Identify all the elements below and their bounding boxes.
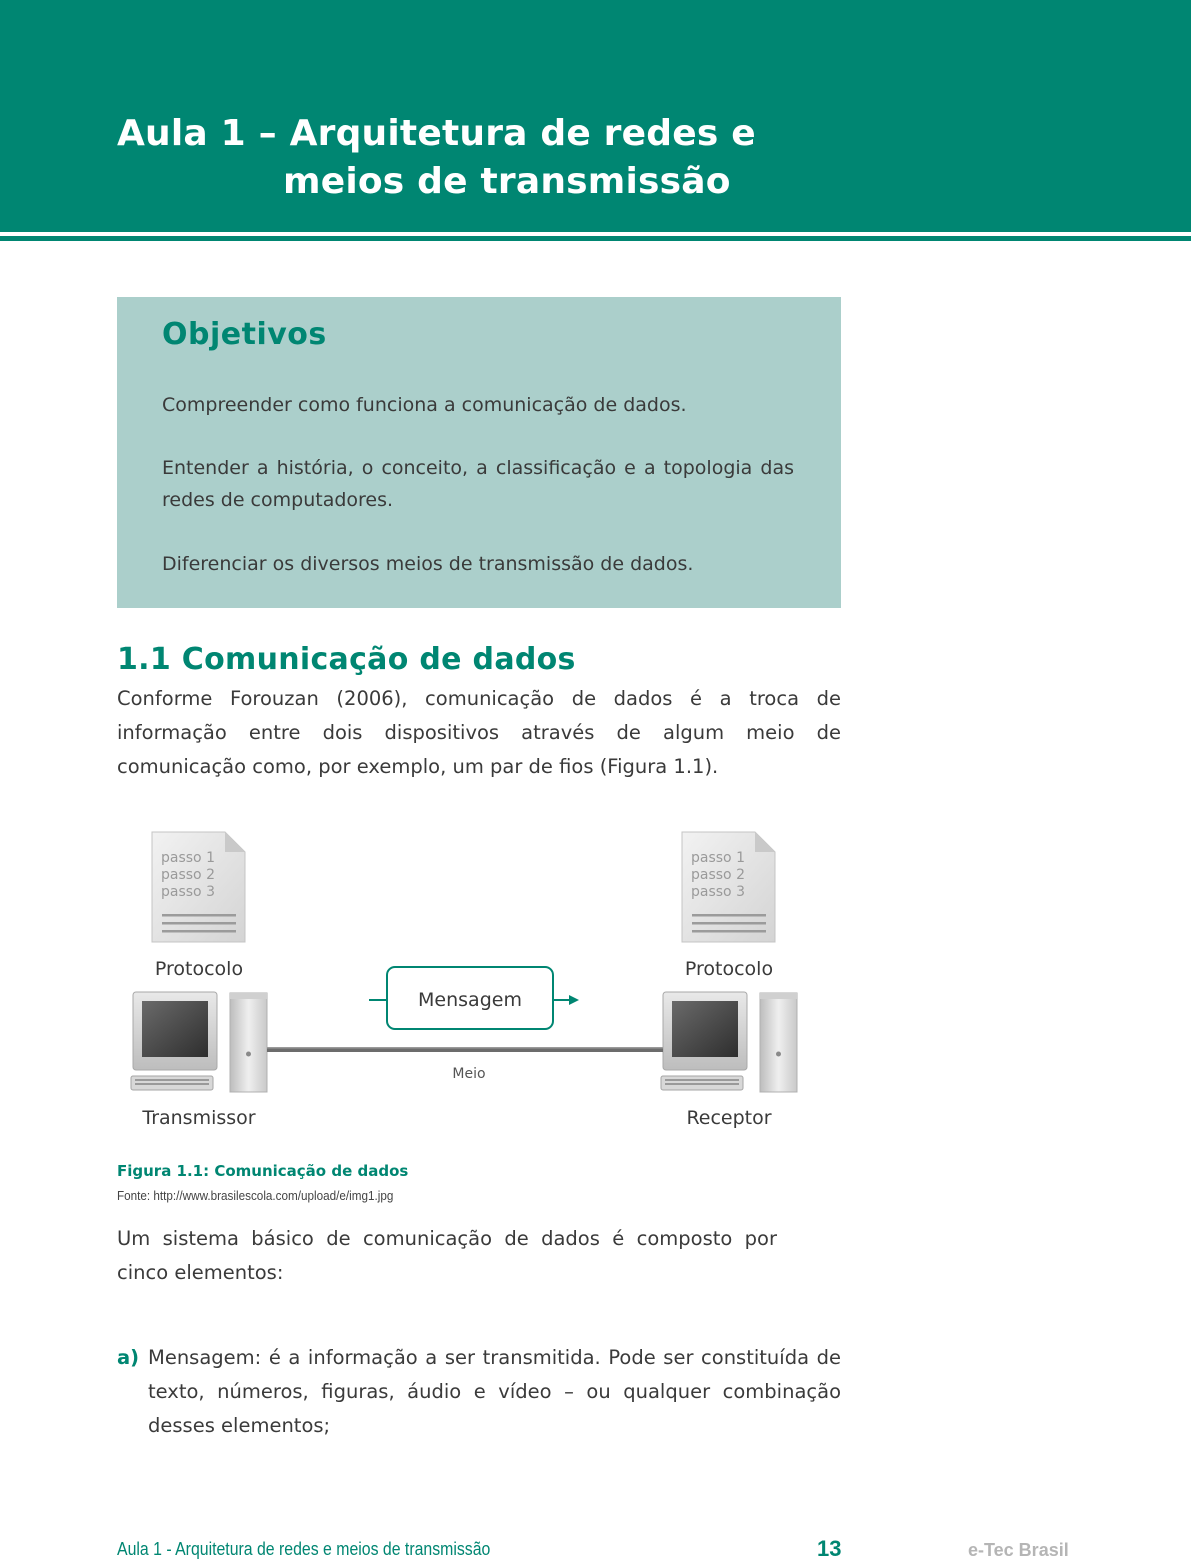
protocol-label-right: Protocolo (684, 958, 774, 980)
doc-line-right: passo 3 (691, 884, 745, 900)
medium-cable (267, 1047, 663, 1052)
objective-item: Diferenciar os diversos meios de transmissão de dados. (162, 553, 694, 575)
lesson-title-line1: Aula 1 – Arquitetura de redes e (117, 113, 756, 154)
figure-source: Fonte: http://www.brasilescola.com/upload/e/img1.jpg (117, 1188, 394, 1203)
doc-line-right: passo 2 (691, 867, 745, 883)
section-title: 1.1 Comunicação de dados (117, 642, 576, 677)
message-label: Mensagem (418, 989, 522, 1011)
figure-caption: Figura 1.1: Comunicação de dados (117, 1162, 409, 1180)
communication-figure (117, 820, 841, 1150)
transmitter-label: Transmissor (142, 1107, 256, 1129)
objective-item: Entender a história, o conceito, a classificação e a topologia das redes de computadores. (162, 457, 794, 511)
list-text: Mensagem: é a informação a ser transmitida. Pode ser constituída de texto, números, figuras, áudio e vídeo – ou qualquer combinação desses elementos; (148, 1346, 841, 1437)
chapter-header (0, 0, 1191, 232)
doc-line-left: passo 2 (161, 867, 215, 883)
header-rule (0, 236, 1191, 241)
objective-item: Compreender como funciona a comunicação de dados. (162, 394, 687, 416)
intro-paragraph: Conforme Forouzan (2006), comunicação de dados é a troca de informação entre dois dispositivos através de algum meio de comunicação como, por exemplo, um par de fios (Figura 1.1). (117, 687, 841, 778)
medium-label: Meio (452, 1066, 486, 1082)
doc-line-right: passo 1 (691, 850, 745, 866)
protocol-label-left: Protocolo (154, 958, 244, 980)
lesson-title-line2: meios de transmissão (283, 161, 731, 202)
objectives-heading: Objetivos (162, 317, 327, 352)
doc-line-left: passo 3 (161, 884, 215, 900)
doc-line-left: passo 1 (161, 850, 215, 866)
body-paragraph: Um sistema básico de comunicação de dados é composto por cinco elementos: (117, 1227, 777, 1284)
receiver-label: Receptor (686, 1107, 772, 1129)
page-number: 13 (817, 1536, 842, 1561)
receiver-computer-icon (661, 992, 797, 1092)
footer-lesson-title: Aula 1 - Arquitetura de redes e meios de transmissão (117, 1539, 491, 1559)
footer-brand: e-Tec Brasil (968, 1540, 1069, 1560)
transmitter-computer-icon (131, 992, 267, 1092)
objectives-box (117, 297, 841, 608)
list-marker: a) (117, 1346, 140, 1369)
lesson-title (117, 110, 756, 206)
